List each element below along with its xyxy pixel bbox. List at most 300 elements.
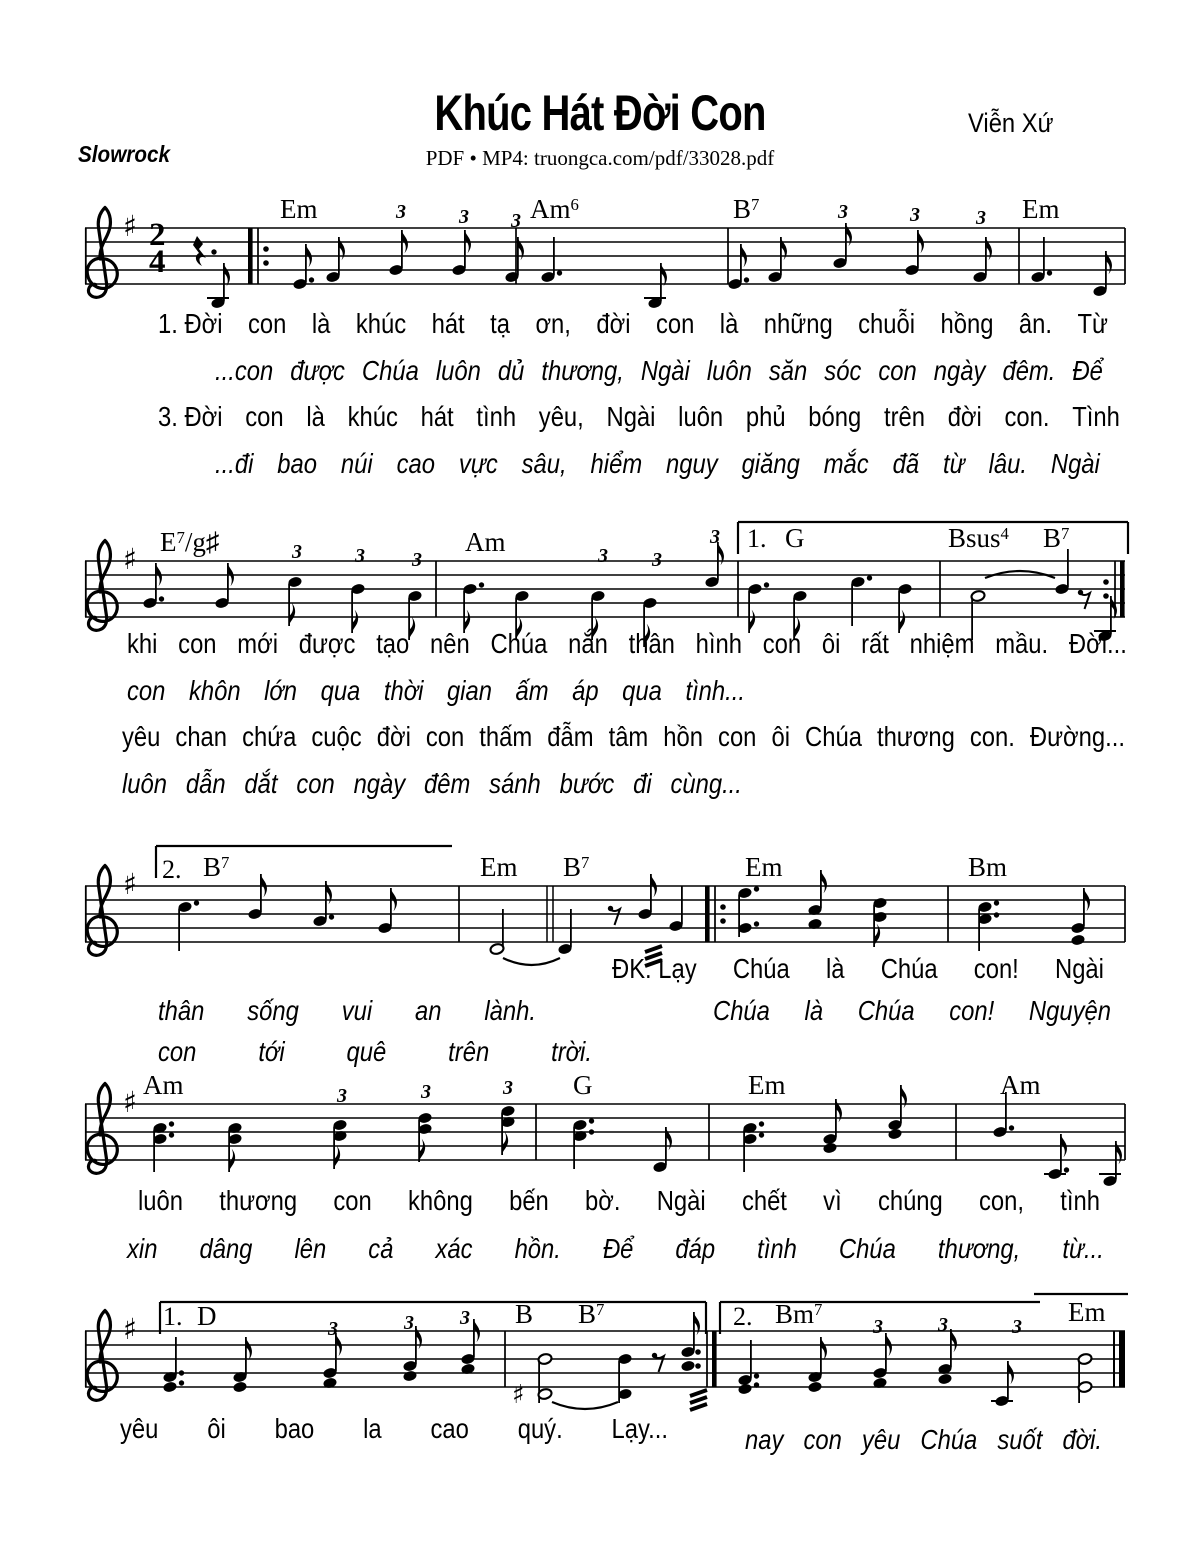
lyric-word: con — [718, 721, 757, 752]
lyric-word: con — [158, 1036, 197, 1067]
note-flag — [334, 1146, 340, 1169]
lyric-word: khôn — [188, 675, 241, 706]
dot — [744, 277, 749, 282]
dot — [169, 1132, 174, 1137]
chord-label: Bsus$^4$ — [948, 523, 1009, 553]
lyric-word: luôn — [138, 1185, 183, 1216]
time-signature-numeral: 4 — [149, 244, 166, 280]
lyric-line-4 — [215, 449, 1100, 479]
note-flag — [326, 881, 332, 904]
lyric-word: được — [290, 355, 345, 386]
composer-name: Viễn Xứ — [968, 108, 1054, 138]
dot — [754, 1373, 759, 1378]
lyric-word: giăng — [741, 448, 800, 479]
lyric-word: lành. — [484, 995, 536, 1026]
chord-label: $B^7$ — [563, 852, 590, 882]
lyric-word: Ngài — [656, 1185, 706, 1216]
note-head — [937, 1373, 952, 1385]
lyric-word: thân — [628, 628, 675, 659]
lyric-word: là — [311, 308, 331, 339]
lyric-word: con — [127, 675, 166, 706]
note-flag — [694, 1312, 700, 1335]
lyric-word: hình — [695, 628, 742, 659]
dot — [263, 246, 269, 252]
lyric-word: những — [763, 308, 833, 339]
note-flag — [1106, 251, 1112, 274]
lyric-word: sóc — [824, 355, 862, 386]
lyric-word: con — [803, 1424, 842, 1455]
chord-label: Am — [143, 1070, 184, 1100]
lyric-word: con — [178, 628, 217, 659]
note-head — [737, 1383, 752, 1395]
lyric-word: khúc — [347, 401, 398, 432]
tuplet-number: 3 — [511, 210, 521, 232]
lyric-word: đời. — [1062, 1424, 1102, 1455]
key-signature-sharp: ♯ — [123, 542, 138, 576]
note-flag — [821, 870, 827, 893]
chord-label: Bm — [968, 852, 1008, 882]
lyric-word: chuỗi — [858, 308, 916, 339]
lyric-word: Từ — [1077, 308, 1108, 339]
lyric-word: cao — [430, 1413, 469, 1444]
tremolo-mark — [690, 1390, 707, 1396]
dot — [479, 582, 484, 587]
sharp-accidental: ♯ — [512, 1380, 525, 1410]
lyric-word: bao — [277, 448, 317, 479]
lyric-line-1 — [158, 309, 1108, 339]
eighth-rest — [610, 909, 620, 925]
lyric-word: hồng — [940, 308, 994, 339]
dot — [169, 1121, 174, 1126]
note-flag — [821, 1337, 827, 1360]
tuplet-number: 3 — [873, 1316, 883, 1338]
lyric-word: Chúa — [920, 1424, 978, 1455]
note-flag — [416, 1326, 422, 1349]
lyric-word: luôn — [706, 355, 752, 386]
tremolo-mark — [645, 946, 662, 952]
note-head — [807, 1381, 822, 1393]
dot — [557, 270, 562, 275]
lyric-word: thân — [158, 995, 205, 1026]
lyric-word: tâm — [608, 721, 649, 752]
lyric-word: đẫm — [547, 721, 594, 752]
lyric-word: con! — [973, 953, 1019, 984]
lyric-word: cuộc — [311, 721, 362, 752]
lyric-word: qua — [320, 675, 361, 706]
lyric-word: yêu — [120, 1413, 159, 1444]
tuplet-number: 3 — [503, 1077, 513, 1099]
tremolo-mark — [690, 1404, 707, 1410]
chord-superscript: 7 — [221, 852, 230, 872]
lyric-word: con — [248, 308, 287, 339]
lyric-word: bóng — [808, 401, 862, 432]
staff-group — [85, 1294, 1128, 1410]
note-flag — [419, 1139, 425, 1162]
lyric-word: đời — [596, 308, 631, 339]
lyric-word: hồn. — [514, 1233, 561, 1264]
dot — [1103, 579, 1109, 585]
lyric-line-6 — [127, 676, 745, 706]
lyric-word: bến — [509, 1185, 549, 1216]
lyric-word: nguy — [666, 448, 718, 479]
lyric-word: ân. — [1018, 308, 1053, 339]
lyric-word: được — [298, 628, 356, 659]
tuplet-number: 3 — [938, 1314, 948, 1336]
lyric-line-7 — [122, 722, 1125, 752]
lyric-line-10 — [158, 996, 536, 1026]
staff-system-5 — [0, 1251, 1200, 1441]
lyric-word: gian — [446, 675, 492, 706]
chord-superscript: 7 — [176, 527, 185, 547]
lyric-word: Chúa — [713, 995, 770, 1026]
lyric-word: nay — [745, 1424, 784, 1455]
lyric-word: tình — [1060, 1185, 1100, 1216]
note-flag — [339, 237, 345, 260]
lyric-word: xác — [435, 1233, 473, 1264]
lyric-word: mới — [237, 628, 279, 659]
lyric-word: con — [296, 768, 335, 799]
chord-superscript: 7 — [751, 194, 760, 214]
pdf-link-text: PDF • MP4: truongca.com/pdf/33028.pdf — [425, 146, 775, 170]
lyric-line-13 — [138, 1186, 1100, 1216]
dot — [194, 900, 199, 905]
dot — [994, 900, 999, 905]
tuplet-number: 3 — [652, 549, 662, 571]
note-head — [1070, 934, 1085, 946]
lyric-word: trên — [448, 1036, 490, 1067]
lyric-word: suốt — [997, 1424, 1043, 1455]
dot — [754, 921, 759, 926]
lyric-word: là — [719, 308, 739, 339]
tremolo-mark — [690, 1397, 707, 1403]
lyric-word: mắc — [823, 448, 869, 479]
lyric-word: bờ. — [585, 1185, 621, 1216]
tuplet-number: 3 — [412, 549, 422, 571]
note-flag — [781, 237, 787, 260]
note-head — [887, 1128, 902, 1140]
lyric-word: thương, — [937, 1233, 1021, 1264]
chord-superscript: 7 — [814, 1299, 823, 1319]
volta-number: 2. — [162, 855, 182, 884]
chord-label: $E^7/g♯$ — [160, 527, 220, 557]
lyric-word: nắn — [568, 628, 608, 659]
lyric-word: Chúa — [732, 953, 790, 984]
lyric-line-11 — [713, 996, 1111, 1026]
lyric-word: con — [245, 401, 284, 432]
note-flag — [836, 1099, 842, 1122]
note-head — [402, 1370, 417, 1382]
lyric-word: trên — [883, 401, 925, 432]
lyric-word: hồn — [663, 721, 704, 752]
dot — [589, 1118, 594, 1123]
chord-label: $B^7$ — [203, 852, 230, 882]
lyric-word: đã — [892, 448, 920, 479]
tuplet-number: 3 — [1012, 1316, 1022, 1338]
note-flag — [502, 1132, 508, 1155]
chord-label: B — [515, 1299, 534, 1329]
lyric-word: ...đi — [215, 448, 254, 479]
lyric-word: con. — [1004, 401, 1050, 432]
dot — [1103, 593, 1109, 599]
chord-label: Em — [1022, 194, 1060, 224]
chord-label: Em — [745, 852, 783, 882]
lyric-word: khúc — [355, 308, 407, 339]
lyric-word: dủ — [497, 355, 525, 386]
tuplet-number: 3 — [460, 1307, 470, 1329]
lyric-word: tới — [258, 1036, 285, 1067]
lyric-word: con — [878, 355, 917, 386]
dot — [994, 912, 999, 917]
note-flag — [901, 1085, 907, 1108]
lyric-line-16 — [745, 1425, 1102, 1455]
lyric-word: Nguyện — [1028, 995, 1111, 1026]
lyric-word: chết — [741, 1185, 787, 1216]
lyric-word: hát — [431, 308, 465, 339]
key-signature-sharp: ♯ — [123, 209, 138, 243]
note-flag — [1111, 596, 1117, 619]
lyric-word: nên — [430, 628, 470, 659]
tempo-marking: Slowrock — [78, 141, 171, 167]
lyric-word: Tình — [1072, 401, 1120, 432]
lyric-word: đêm — [424, 768, 471, 799]
lyric-word: ấm — [515, 675, 549, 706]
staff-group — [85, 208, 1125, 310]
lyric-word: đêm. — [1002, 355, 1056, 386]
dot — [329, 914, 334, 919]
note-head — [822, 1142, 837, 1154]
lyric-word: Chúa — [490, 628, 548, 659]
lyric-word: quý. — [517, 1413, 563, 1444]
lyric-word: từ... — [1062, 1233, 1104, 1264]
dot — [1009, 1125, 1014, 1130]
tuplet-number: 3 — [355, 545, 365, 567]
lyric-word: lớn — [264, 675, 298, 706]
tuplet-number: 3 — [976, 207, 986, 229]
chord-superscript: 7 — [596, 1299, 605, 1319]
lyric-word: Lạy... — [611, 1413, 668, 1444]
note-flag — [874, 924, 880, 947]
lyric-word: dắt — [244, 768, 278, 799]
tuplet-number: 3 — [421, 1081, 431, 1103]
dot — [695, 1363, 701, 1369]
tuplet-number: 3 — [404, 1312, 414, 1334]
lyric-word: 3. Đời — [158, 401, 223, 432]
dot — [764, 582, 769, 587]
lyric-word: la — [363, 1413, 382, 1444]
lyric-word: là — [825, 953, 845, 984]
note-flag — [951, 1329, 957, 1352]
lyric-word: xin — [127, 1233, 158, 1264]
lyric-word: Chúa — [857, 995, 915, 1026]
dot — [159, 596, 164, 601]
lyric-word: thấm — [479, 721, 533, 752]
key-signature-sharp: ♯ — [123, 867, 138, 901]
dot — [754, 886, 759, 891]
lyric-word: Để — [602, 1233, 634, 1264]
time-signature-numeral: 2 — [149, 217, 166, 253]
note-head — [680, 1360, 695, 1372]
tuplet-number: 3 — [598, 545, 608, 567]
tie-slur — [503, 958, 560, 965]
lyric-word: cao — [396, 448, 435, 479]
lyric-word: không — [407, 1185, 473, 1216]
lyric-word: rất — [861, 628, 889, 659]
chord-label: D — [197, 1301, 217, 1331]
lyric-word: chan — [175, 721, 228, 752]
lyric-word: ôi — [207, 1413, 226, 1444]
note-flag — [666, 1127, 672, 1150]
lyric-word: sống — [247, 995, 299, 1026]
lyric-word: ngày — [933, 355, 986, 386]
tuplet-number: 3 — [396, 201, 406, 223]
repeat-end-barline — [1120, 561, 1125, 617]
chord-label: Am — [1000, 1070, 1041, 1100]
chord-label: $B^7$ — [733, 194, 760, 224]
chord-label: Em — [1068, 1297, 1106, 1327]
lyric-word: dẫn — [185, 768, 226, 799]
dot — [263, 260, 269, 266]
lyric-word: Chúa — [805, 721, 862, 752]
lyric-word: Chúa — [838, 1233, 896, 1264]
lyric-word: áp — [572, 675, 599, 706]
tuplet-number: 3 — [838, 201, 848, 223]
lyric-word: ôi — [821, 628, 841, 659]
lyric-word: phủ — [745, 401, 786, 432]
lyric-word: nhiệm — [909, 628, 975, 659]
lyric-word: vì — [823, 1185, 842, 1216]
lyric-line-5 — [127, 629, 1127, 659]
dot — [720, 918, 726, 924]
lyric-word: tạ — [490, 308, 510, 339]
song-title: Khúc Hát Đời Con — [434, 85, 766, 141]
dot — [695, 1349, 701, 1355]
lyric-word: ơn, — [535, 308, 571, 339]
chord-label: Em — [280, 194, 318, 224]
lyric-word: hiểm — [590, 448, 643, 479]
lyric-word: vực — [458, 448, 498, 479]
lyric-word: cùng... — [670, 768, 742, 799]
lyric-word: yêu — [861, 1424, 901, 1455]
lyric-word: yêu, — [538, 401, 584, 432]
lyric-word: con, — [979, 1185, 1025, 1216]
lyric-word: luôn — [435, 355, 481, 386]
repeat-start-barline — [705, 886, 710, 942]
lyric-word: mầu. — [995, 628, 1049, 659]
lyric-word: Chúa — [880, 953, 938, 984]
lyric-word: an — [415, 995, 442, 1026]
lyric-word: Ngài — [606, 401, 656, 432]
lyric-word: lâu. — [988, 448, 1027, 479]
chord-label: $B^7$ — [578, 1299, 605, 1329]
lyric-word: Ngài — [1055, 953, 1104, 984]
dot — [1064, 1167, 1069, 1172]
lyric-line-3 — [158, 402, 1120, 432]
lyric-line-15 — [120, 1414, 668, 1444]
key-signature-sharp: ♯ — [123, 1312, 138, 1346]
dot — [589, 1129, 594, 1134]
tuplet-number: 3 — [459, 206, 469, 228]
lyric-word: từ — [942, 448, 965, 479]
note-flag — [224, 263, 230, 286]
note-flag — [518, 237, 524, 260]
volta-number: 2. — [733, 1302, 753, 1331]
lyric-word: hát — [420, 401, 454, 432]
lyric-word: con — [762, 628, 802, 659]
chord-label: G — [573, 1070, 593, 1100]
lyric-word: lên — [294, 1233, 327, 1264]
tuplet-number: 3 — [292, 541, 302, 563]
lyric-word: Đường... — [1029, 721, 1125, 752]
lyric-word: Ngài — [640, 355, 690, 386]
lyric-word: khi — [127, 628, 158, 659]
tuplet-number: 3 — [337, 1085, 347, 1107]
lyric-word: đời — [947, 401, 982, 432]
lyric-word: tình... — [685, 675, 745, 706]
tuplet-number: 3 — [328, 1318, 338, 1340]
repeat-start-barline — [248, 228, 253, 284]
lyric-word: tình — [757, 1233, 797, 1264]
note-flag — [661, 263, 667, 286]
final-barline — [1119, 1331, 1125, 1387]
eighth-rest — [1080, 593, 1090, 609]
chord-superscript: 6 — [570, 194, 579, 214]
lyric-word: bước — [559, 768, 615, 799]
volta-number: 1. — [163, 1302, 183, 1331]
lyric-line-14 — [127, 1234, 1104, 1264]
note-flag — [846, 223, 852, 246]
tuplet-number: 3 — [910, 204, 920, 226]
note-flag — [1116, 1141, 1122, 1164]
staff-group — [85, 1081, 1125, 1188]
lyric-word: luôn — [678, 401, 724, 432]
dot — [211, 249, 216, 254]
chord-label: Em — [480, 852, 518, 882]
chord-label: Am — [465, 527, 506, 557]
lyric-line-8 — [122, 769, 742, 799]
lyric-word: con — [655, 308, 695, 339]
lyric-word: Đời... — [1068, 628, 1127, 659]
lyric-word: chúng — [877, 1185, 943, 1216]
chord-label: Am$^6$ — [530, 194, 579, 224]
lyric-word: yêu — [122, 721, 161, 752]
tuplet-number: 3 — [710, 526, 720, 548]
lyric-line-2 — [215, 356, 1103, 386]
lyric-word: săn — [768, 355, 808, 386]
lyric-word: ĐK: Lạy — [612, 953, 697, 984]
repeat-end-barline — [712, 1331, 717, 1387]
lyric-word: vui — [341, 995, 373, 1026]
lyric-word: cả — [368, 1233, 394, 1264]
quarter-rest — [193, 236, 206, 266]
lyric-line-12 — [158, 1037, 592, 1067]
dot — [759, 1132, 764, 1137]
lyric-word: con! — [949, 995, 995, 1026]
lyric-word: qua — [622, 675, 662, 706]
dot — [1047, 270, 1052, 275]
lyric-word: là — [306, 401, 325, 432]
note-flag — [289, 603, 295, 626]
lyric-word: Ngài — [1050, 448, 1100, 479]
lyric-word: con — [333, 1185, 372, 1216]
lyric-word: chứa — [242, 721, 297, 752]
tie-slur — [552, 1402, 618, 1409]
note-head — [162, 1381, 177, 1393]
lyric-word: quê — [346, 1036, 387, 1067]
chord-label: $B^7$ — [1043, 523, 1070, 553]
lyric-word: thương — [219, 1185, 298, 1216]
lyric-word: tạo — [376, 628, 410, 659]
lyric-word: đời — [376, 721, 411, 752]
